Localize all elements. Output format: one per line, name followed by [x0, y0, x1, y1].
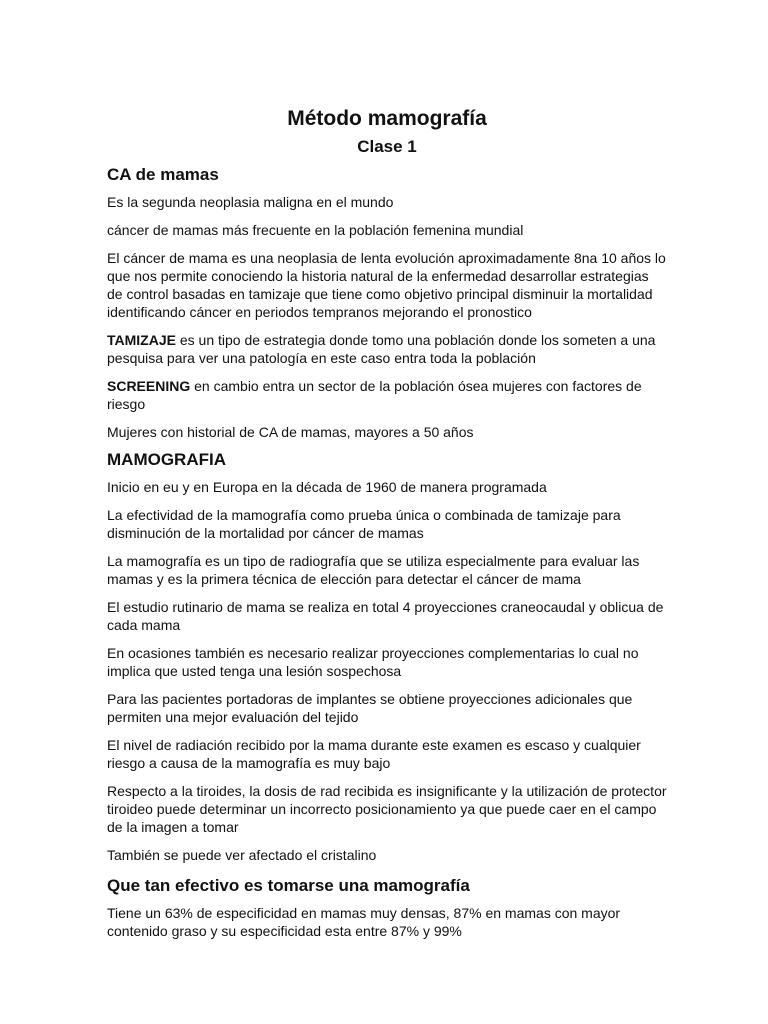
paragraph-implantes: Para las pacientes portadoras de implantes se obtiene proyecciones adicionales que permiten una mejor evaluación del tejido	[107, 691, 633, 725]
paragraph-mujeres-historial: Mujeres con historial de CA de mamas, mayores a 50 años	[107, 424, 474, 440]
paragraph-proyecciones-complementarias: En ocasiones también es necesario realizar proyecciones complementarias lo cual no implica que usted tenga una lesión sospechosa	[107, 645, 639, 679]
screening-definition: en cambio entra un sector de la población ósea mujeres con factores de riesgo	[107, 378, 642, 412]
paragraph-efectividad: La efectividad de la mamografía como prueba única o combinada de tamizaje para disminución de la mortalidad por cáncer de mamas	[107, 507, 621, 541]
tamizaje-definition: es un tipo de estrategia donde tomo una población donde los someten a una pesquisa para ver una patología en este caso entra toda la población	[107, 332, 656, 366]
paragraph-tipo-radiografia: La mamografía es un tipo de radiografía que se utiliza especialmente para evaluar las mamas y es la primera técnica de elección para detectar el cáncer de mama	[107, 553, 640, 587]
paragraph-especificidad: Tiene un 63% de especificidad en mamas muy densas, 87% en mamas con mayor contenido graso y su especificidad esta entre 87% y 99%	[107, 905, 621, 939]
paragraph-screening	[107, 377, 667, 413]
paragraph-nivel-radiacion: El nivel de radiación recibido por la mama durante este examen es escaso y cualquier riesgo a causa de la mamografía es muy bajo	[107, 737, 641, 771]
paragraph-tamizaje	[107, 331, 667, 367]
term-screening: SCREENING	[107, 378, 191, 394]
section-heading-que-tan-efectivo: Que tan efectivo es tomarse una mamografía	[107, 876, 470, 895]
term-tamizaje: TAMIZAJE	[107, 332, 176, 348]
paragraph-cristalino: También se puede ver afectado el cristalino	[107, 847, 377, 863]
paragraph-tiroides: Respecto a la tiroides, la dosis de rad recibida es insignificante y la utilización de protector tiroideo puede determinar un incorrecto posicionamiento ya que puede caer en el campo de la imagen a tomar	[107, 783, 667, 835]
paragraph-inicio-europa: Inicio en eu y en Europa en la década de 1960 de manera programada	[107, 479, 547, 495]
document-page	[107, 106, 667, 940]
paragraph-estudio-rutinario: El estudio rutinario de mama se realiza en total 4 proyecciones craneocaudal y oblicua de cada mama	[107, 599, 664, 633]
document-title: Método mamografía	[287, 107, 487, 130]
section-heading-ca-de-mamas: CA de mamas	[107, 165, 219, 184]
document-subtitle: Clase 1	[357, 137, 417, 156]
paragraph-segunda-neoplasia: Es la segunda neoplasia maligna en el mundo	[107, 194, 394, 210]
paragraph-lenta-evolucion: El cáncer de mama es una neoplasia de lenta evolución aproximadamente 8na 10 años lo que nos permite conociendo la historia natural de la enfermedad desarrollar estrategias de control basadas en tamizaje que tiene como objetivo principal disminuir la mortalidad identificando cáncer en periodos tempranos mejorando el pronostico	[107, 250, 666, 320]
paragraph-cancer-frecuente: cáncer de mamas más frecuente en la población femenina mundial	[107, 222, 524, 238]
section-heading-mamografia: MAMOGRAFIA	[107, 450, 226, 469]
